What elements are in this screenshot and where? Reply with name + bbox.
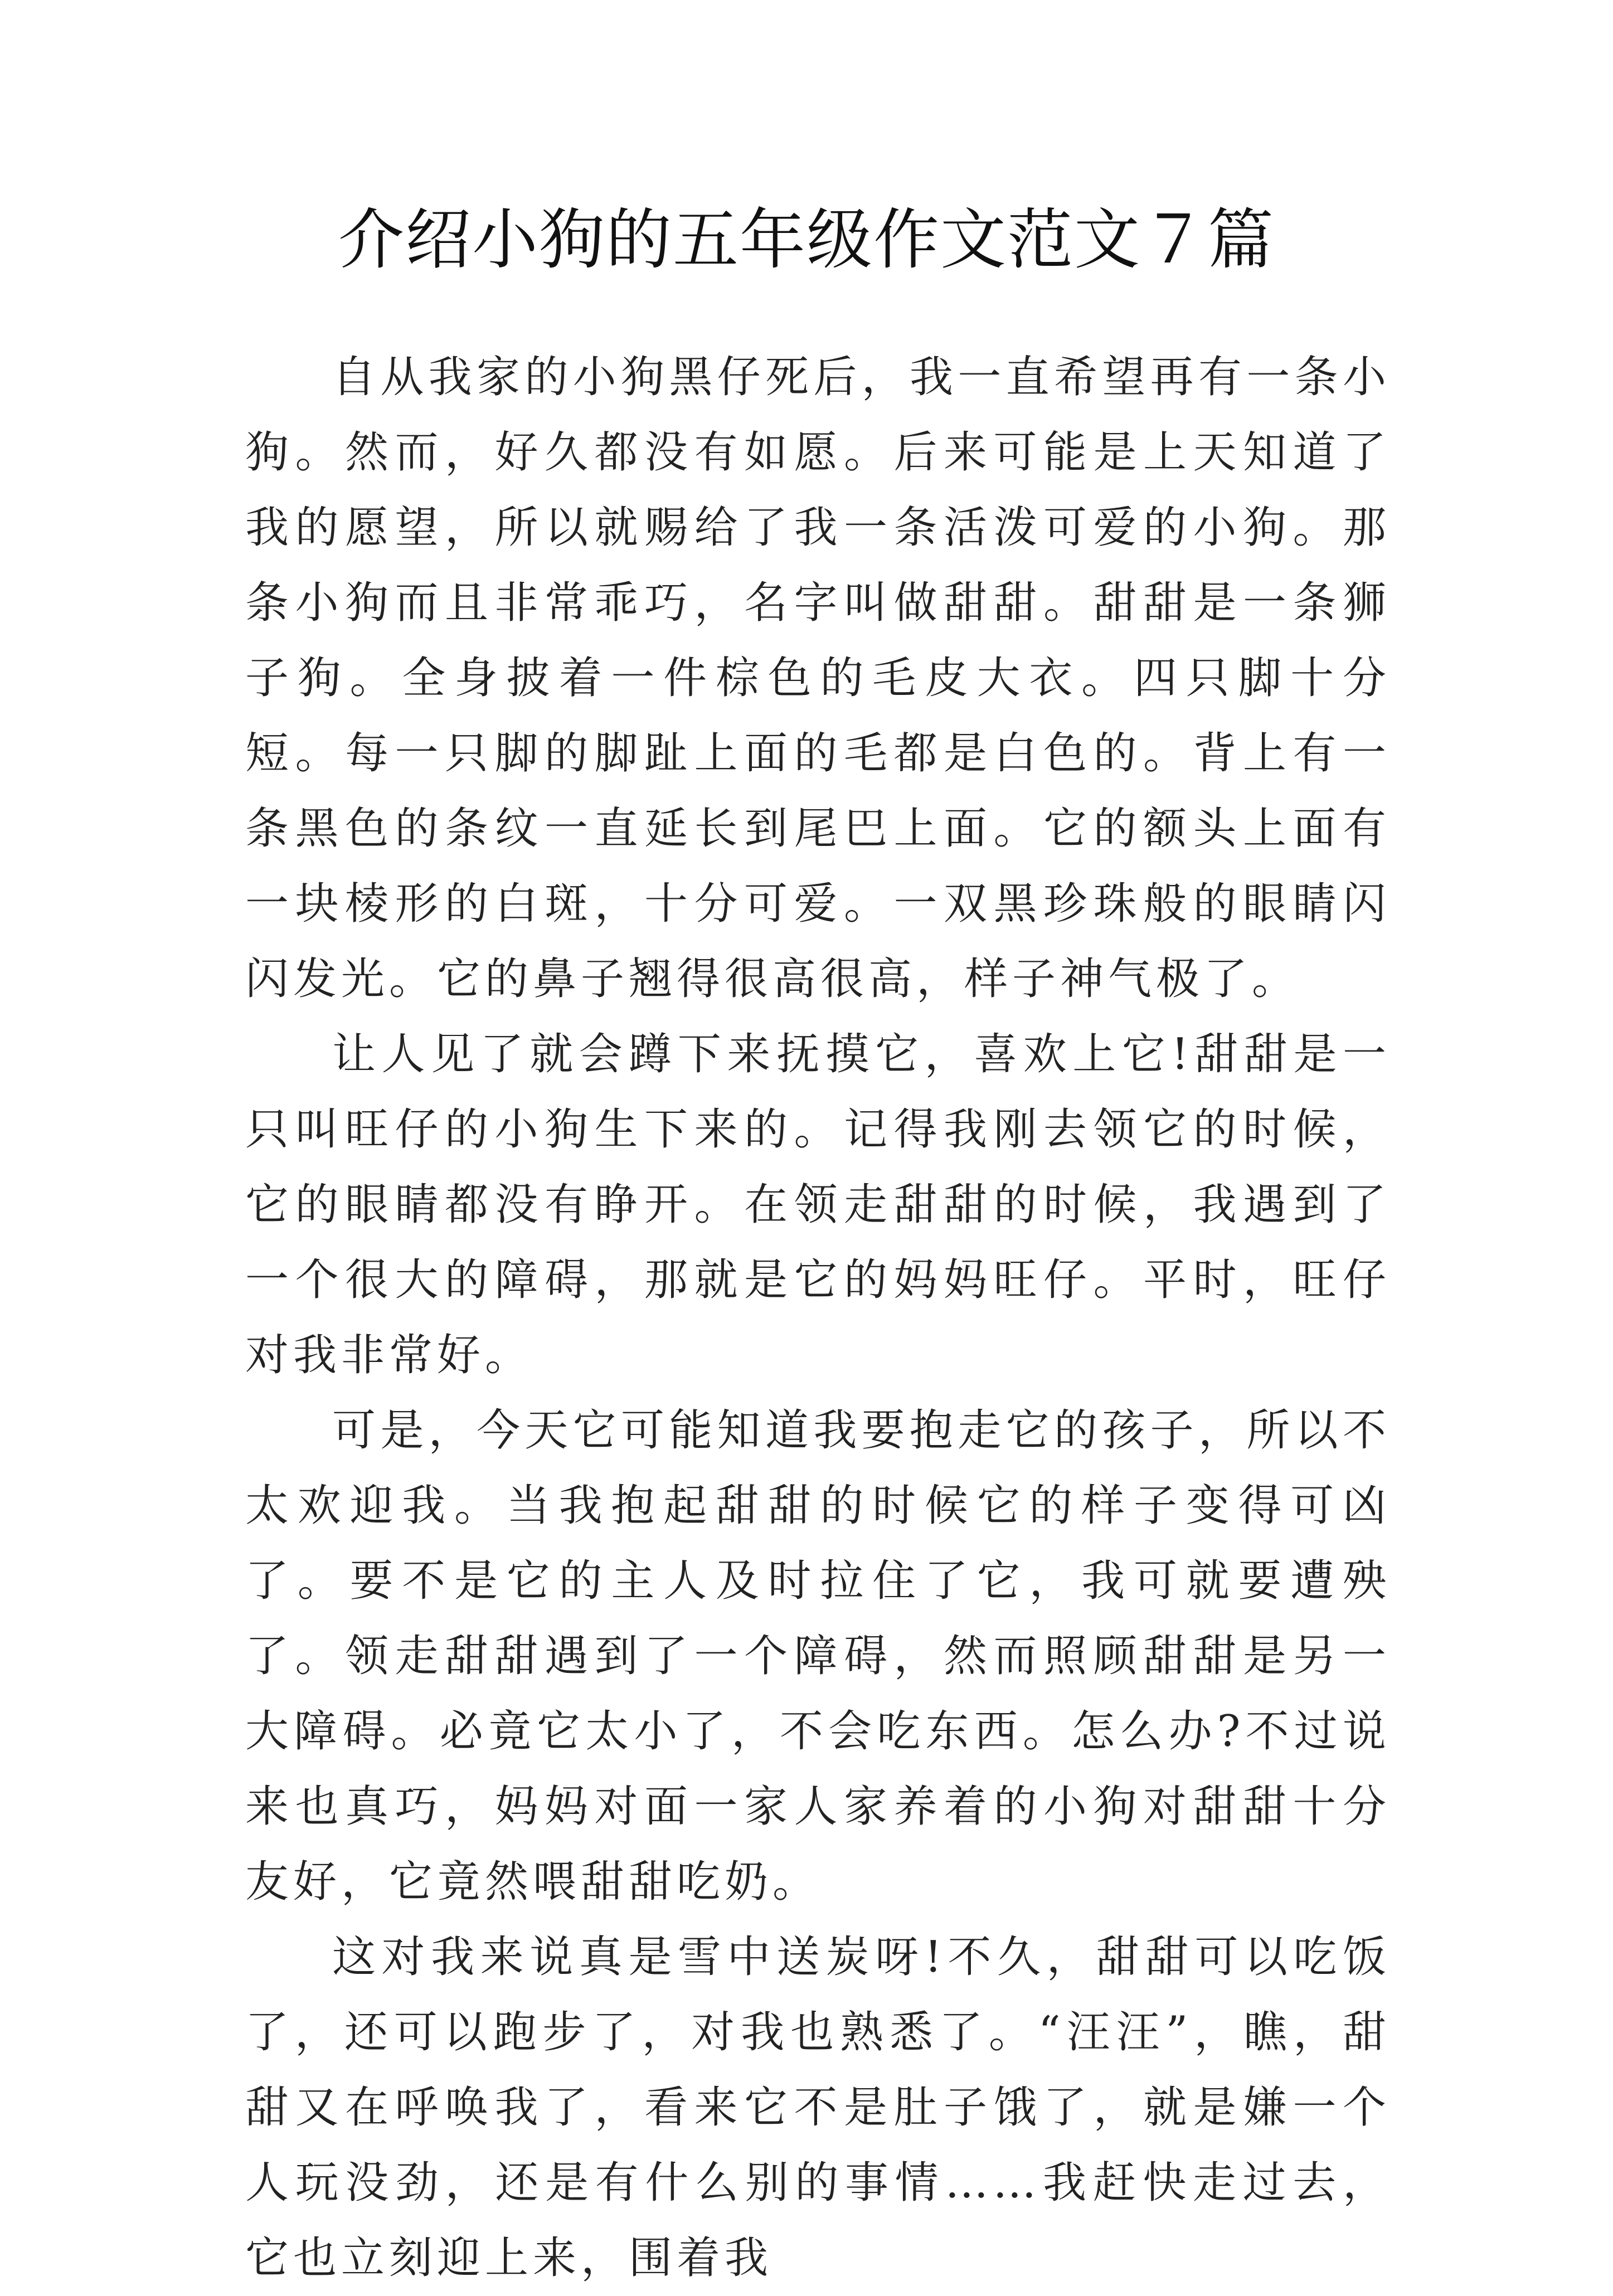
page-title: 介绍小狗的五年级作文范文７篇 bbox=[338, 201, 1275, 278]
paragraph: 这对我来说真是雪中送炭呀!不久，甜甜可以吃饭了，还可以跑步了，对我也熟悉了。“汪汪”，瞧，甜甜又在呼唤我了，看来它不是肚子饿了，就是嫌一个人玩没劲，还是有什么别的事情……我赶快走过去，它也立刻迎上来，围着我 bbox=[245, 1932, 1391, 2283]
paragraph: 让人见了就会蹲下来抚摸它，喜欢上它!甜甜是一只叫旺仔的小狗生下来的。记得我刚去领它的时候，它的眼睛都没有睁开。在领走甜甜的时候，我遇到了一个很大的障碍，那就是它的妈妈旺仔。平时，旺仔对我非常好。 bbox=[245, 1029, 1391, 1380]
paragraph: 自从我家的小狗黑仔死后，我一直希望再有一条小狗。然而，好久都没有如愿。后来可能是上天知道了我的愿望，所以就赐给了我一条活泼可爱的小狗。那条小狗而且非常乖巧，名字叫做甜甜。甜甜是一条狮子狗。全身披着一件棕色的毛皮大衣。四只脚十分短。每一只脚的脚趾上面的毛都是白色的。背上有一条黑色的条纹一直延长到尾巴上面。它的额头上面有一块棱形的白斑，十分可爱。一双黑珍珠般的眼睛闪闪发光。它的鼻子翘得很高很高，样子神气极了。 bbox=[245, 352, 1391, 1004]
paragraph: 可是，今天它可能知道我要抱走它的孩子，所以不太欢迎我。当我抱起甜甜的时候它的样子变得可凶了。要不是它的主人及时拉住了它，我可就要遭殃了。领走甜甜遇到了一个障碍，然而照顾甜甜是另一大障碍。必竟它太小了，不会吃东西。怎么办?不过说来也真巧，妈妈对面一家人家养着的小狗对甜甜十分友好，它竟然喂甜甜吃奶。 bbox=[245, 1405, 1391, 1907]
article-body bbox=[245, 340, 1391, 2296]
